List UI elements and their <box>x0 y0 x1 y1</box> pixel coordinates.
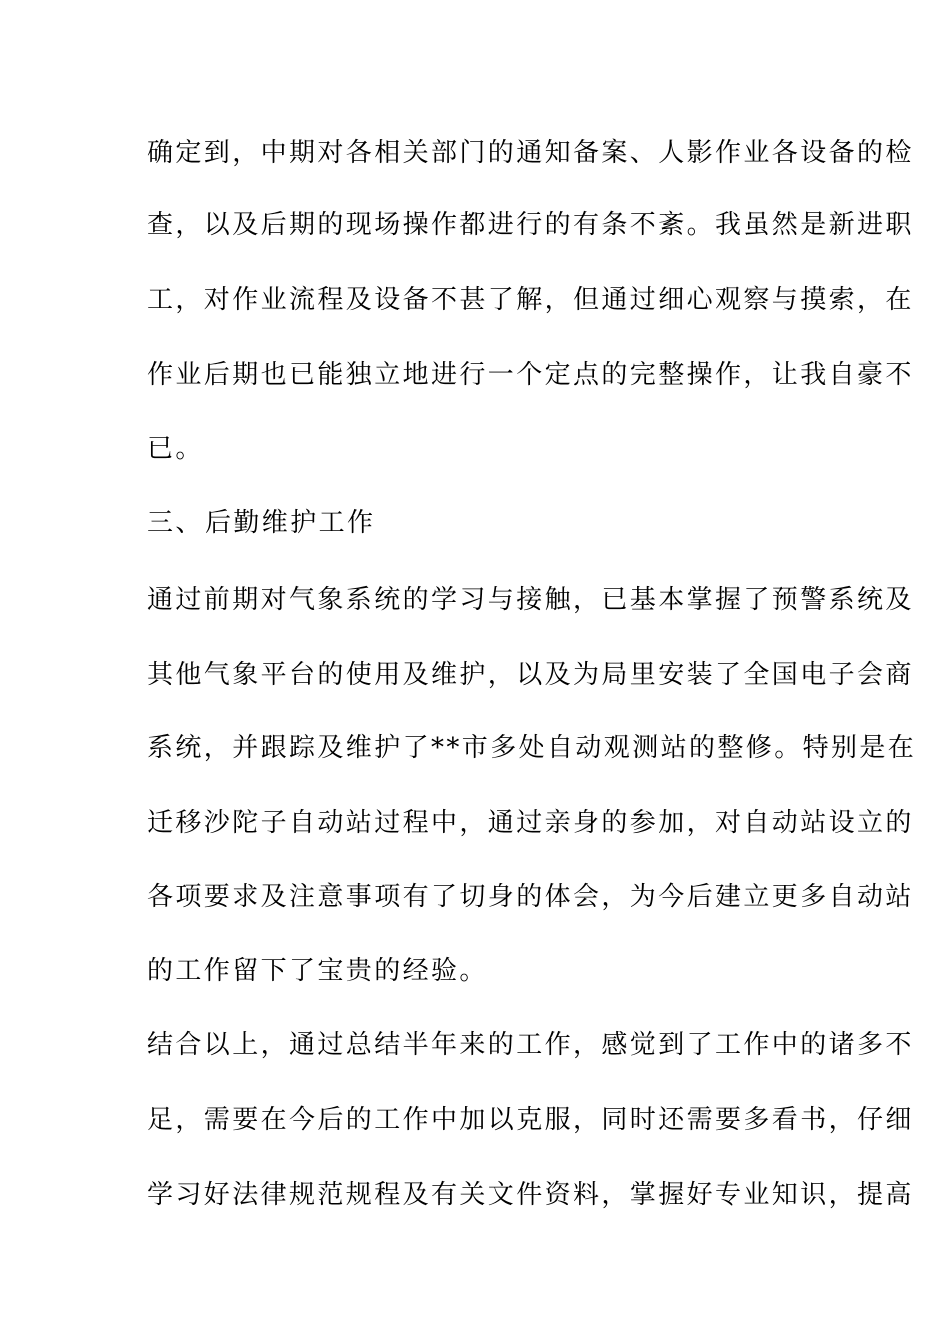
paragraph-line: 确定到，中期对各相关部门的通知备案、人影作业各设备的检 <box>147 138 914 168</box>
paragraph-line: 已。 <box>147 434 204 464</box>
section-heading <box>147 508 807 538</box>
paragraph-line: 工，对作业流程及设备不甚了解，但通过细心观察与摸索，在 <box>147 285 914 315</box>
paragraph-line: 结合以上，通过总结半年来的工作，感觉到了工作中的诸多不 <box>147 1030 914 1060</box>
paragraph-line: 足，需要在今后的工作中加以克服，同时还需要多看书，仔细 <box>147 1105 914 1135</box>
paragraph-line: 迁移沙陀子自动站过程中，通过亲身的参加，对自动站设立的 <box>147 808 914 838</box>
paragraph-line: 学习好法律规范规程及有关文件资料，掌握好专业知识，提高 <box>147 1180 914 1210</box>
paragraph-line: 其他气象平台的使用及维护，以及为局里安装了全国电子会商 <box>147 660 914 690</box>
section-number: 三、 <box>147 508 204 538</box>
paragraph-line: 作业后期也已能独立地进行一个定点的完整操作，让我自豪不 <box>147 360 914 390</box>
paragraph-line: 的工作留下了宝贵的经验。 <box>147 956 488 986</box>
paragraph-line: 系统，并跟踪及维护了**市多处自动观测站的整修。特别是在 <box>147 733 917 763</box>
paragraph-line: 查，以及后期的现场操作都进行的有条不紊。我虽然是新进职 <box>147 210 914 240</box>
paragraph-line: 通过前期对气象系统的学习与接触，已基本掌握了预警系统及 <box>147 585 914 615</box>
paragraph-line: 各项要求及注意事项有了切身的体会，为今后建立更多自动站 <box>147 882 914 912</box>
section-title: 后勤维护工作 <box>205 508 376 538</box>
